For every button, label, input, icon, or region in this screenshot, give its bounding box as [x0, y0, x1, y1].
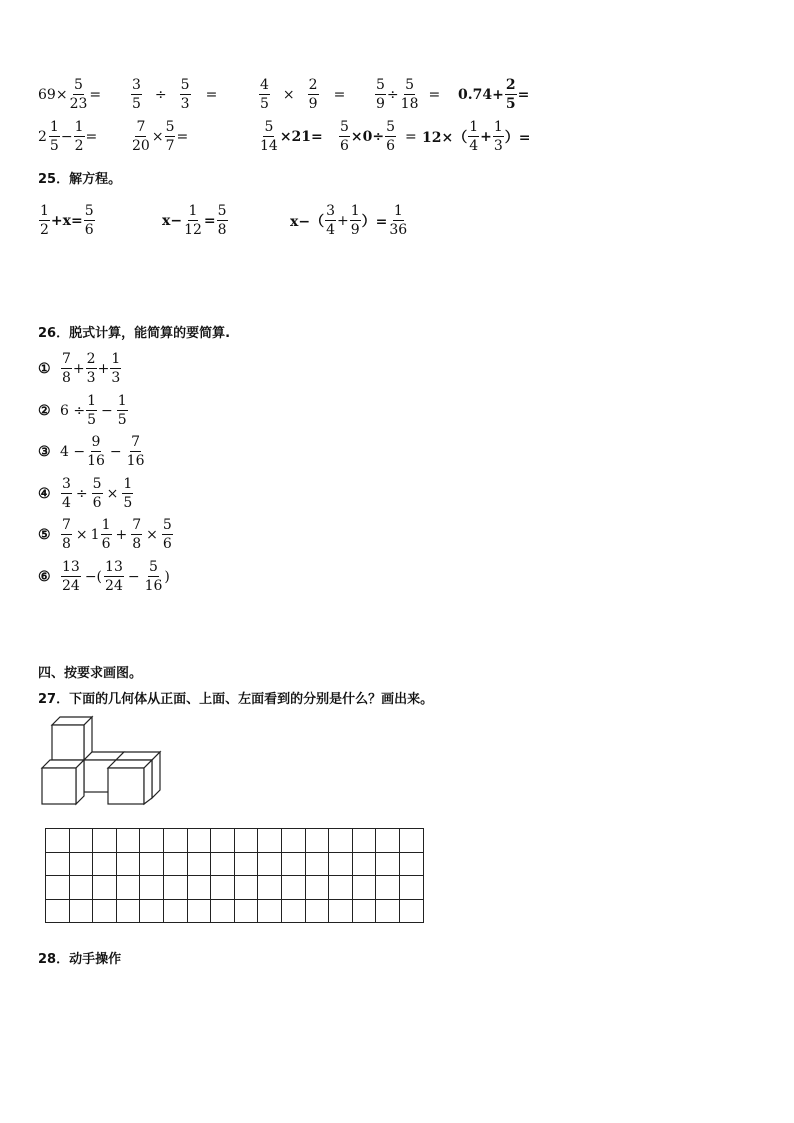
q25-title: 25．解方程。 [38, 172, 122, 187]
denominator: 3 [180, 96, 190, 112]
calc-2-2 [130, 120, 258, 153]
operator: ）= [361, 213, 388, 230]
fraction [126, 435, 146, 468]
operator: +x= [50, 212, 83, 229]
numerator: 5 [84, 203, 94, 219]
operator: = [203, 212, 216, 229]
equals: = [405, 128, 417, 145]
denominator: 5 [132, 96, 141, 112]
operator: + [337, 212, 349, 229]
equals: ）= [504, 129, 531, 146]
q26-item-6 [38, 560, 170, 593]
denominator: 5 [260, 96, 269, 112]
grid-cell[interactable] [187, 876, 211, 900]
grid-cell[interactable] [258, 899, 282, 923]
grid-cell[interactable] [163, 829, 187, 853]
grid-cell[interactable] [281, 852, 305, 876]
operator: − [109, 443, 122, 460]
fraction [339, 120, 350, 153]
denominator: 7 [165, 138, 175, 154]
numerator: 7 [136, 119, 146, 135]
q26-item-2 [38, 394, 129, 427]
grid-cell[interactable] [399, 852, 423, 876]
grid-cell[interactable] [187, 899, 211, 923]
denominator: 14 [260, 138, 278, 154]
denominator: 36 [389, 222, 408, 238]
numerator: 5 [340, 119, 349, 135]
fraction [388, 204, 408, 237]
decimal-term: 0.74+ [458, 86, 504, 103]
operator: × [146, 526, 158, 543]
grid-cell[interactable] [234, 899, 258, 923]
grid-row [46, 899, 424, 923]
fraction [49, 120, 60, 153]
grid-cell[interactable] [187, 829, 211, 853]
denominator: 12 [184, 222, 202, 238]
q26-item-3 [38, 435, 146, 468]
grid-cell[interactable] [352, 852, 376, 876]
grid-cell[interactable] [211, 899, 235, 923]
operator: − [101, 402, 113, 419]
calc-1-5 [458, 78, 529, 111]
grid-cell[interactable] [93, 876, 117, 900]
q26-title: 26．脱式计算，能简算的要简算. [38, 326, 231, 341]
cube-side-face [76, 760, 84, 804]
numerator: 2 [86, 351, 96, 367]
numerator: 1 [87, 393, 97, 409]
grid-cell[interactable] [399, 899, 423, 923]
fraction [165, 120, 176, 153]
equation-3 [290, 204, 409, 237]
fraction [162, 518, 173, 551]
grid-cell[interactable] [399, 876, 423, 900]
variable: x−（ [290, 213, 325, 230]
operator: × [75, 526, 88, 543]
operator: ÷ [154, 86, 167, 103]
grid-row [46, 829, 424, 853]
operator: − [60, 128, 73, 145]
q26-item-5 [38, 518, 174, 551]
grid-cell[interactable] [140, 899, 164, 923]
numerator: 7 [62, 351, 71, 367]
grid-cell[interactable] [329, 899, 353, 923]
numerator: 1 [123, 476, 133, 492]
grid-cell[interactable] [258, 876, 282, 900]
denominator: 8 [132, 536, 142, 552]
operator: × [151, 128, 164, 145]
numerator: 5 [180, 77, 190, 93]
calc-1-4 [374, 78, 458, 111]
fraction [61, 352, 72, 385]
grid-cell[interactable] [305, 899, 329, 923]
grid-cell[interactable] [140, 876, 164, 900]
denominator: 9 [308, 96, 318, 112]
fraction [86, 435, 106, 468]
denominator: 4 [469, 138, 479, 154]
calc-2-4 [338, 120, 422, 153]
denominator: 24 [62, 578, 80, 594]
equation-1 [38, 204, 162, 237]
q25-equations [38, 204, 409, 237]
numerator: 1 [188, 203, 198, 219]
item-number: ① [38, 360, 51, 377]
grid-cell[interactable] [69, 852, 93, 876]
numerator: 5 [376, 77, 385, 93]
operator: × [55, 86, 68, 103]
denominator: 8 [62, 536, 71, 552]
numerator: 1 [393, 203, 403, 219]
numerator: 5 [92, 476, 102, 492]
section-4-title: 四、按要求画图。 [38, 666, 143, 681]
lead-term: 6 ÷ [60, 402, 86, 419]
calc-2-1 [38, 120, 130, 153]
numerator: 5 [217, 203, 227, 219]
item-number: ⑤ [38, 526, 51, 543]
grid-cell[interactable] [211, 876, 235, 900]
grid-cell[interactable] [163, 876, 187, 900]
cube-front-face [52, 725, 84, 760]
numerator: 3 [62, 476, 71, 492]
grid-cell[interactable] [93, 852, 117, 876]
q26-item-1 [38, 352, 122, 385]
lead-term: 4 − [60, 443, 86, 460]
operator: × [282, 86, 295, 103]
grid-cell[interactable] [352, 829, 376, 853]
grid-cell[interactable] [46, 852, 70, 876]
item-number: ② [38, 402, 51, 419]
numerator: 5 [74, 77, 83, 93]
fraction [86, 394, 97, 427]
fraction [61, 560, 81, 593]
fraction [69, 78, 89, 111]
numerator: 1 [40, 203, 49, 219]
numerator: 5 [264, 119, 274, 135]
grid-cell[interactable] [234, 852, 258, 876]
whole-number: 2 [38, 128, 47, 145]
operator: −( [84, 568, 103, 585]
denominator: 23 [69, 96, 88, 112]
equals: = [517, 86, 530, 103]
equation-2 [162, 204, 290, 237]
numerator: 1 [74, 119, 84, 135]
fraction [259, 120, 279, 153]
grid-cell[interactable] [281, 829, 305, 853]
fraction [385, 120, 396, 153]
denominator: 4 [326, 222, 335, 238]
grid-cell[interactable] [140, 852, 164, 876]
denominator: 20 [132, 138, 150, 154]
grid-cell[interactable] [258, 829, 282, 853]
fraction [74, 120, 85, 153]
cube-front-face [108, 768, 144, 804]
grid-cell[interactable] [187, 852, 211, 876]
operator: ×0÷ [350, 128, 385, 145]
numerator: 4 [260, 77, 269, 93]
numerator: 1 [111, 351, 121, 367]
numerator: 5 [165, 119, 175, 135]
grid-cell[interactable] [258, 852, 282, 876]
close-paren: ) [164, 568, 170, 585]
numerator: 5 [386, 119, 396, 135]
operator: + [72, 360, 85, 377]
grid-row [46, 876, 424, 900]
fraction [505, 78, 517, 111]
drawing-grid[interactable] [45, 828, 424, 923]
fraction [84, 204, 95, 237]
operator: + [97, 360, 110, 377]
grid-cell[interactable] [234, 876, 258, 900]
fraction [86, 352, 97, 385]
fraction [400, 78, 420, 111]
denominator: 16 [144, 578, 163, 594]
fraction [131, 518, 142, 551]
numerator: 1 [117, 393, 127, 409]
denominator: 18 [400, 96, 419, 112]
grid-cell[interactable] [305, 852, 329, 876]
grid-cell[interactable] [376, 899, 400, 923]
denominator: 9 [376, 96, 385, 112]
fraction [39, 204, 50, 237]
denominator: 6 [162, 536, 172, 552]
denominator: 5 [123, 495, 133, 511]
fraction [183, 204, 203, 237]
grid-cell[interactable] [93, 899, 117, 923]
cube-front-face [42, 768, 76, 804]
grid-cell[interactable] [46, 876, 70, 900]
denominator: 9 [350, 222, 360, 238]
grid-cell[interactable] [116, 876, 140, 900]
numerator: 2 [308, 77, 318, 93]
variable: x− [162, 212, 183, 229]
grid-row [46, 852, 424, 876]
numerator: 1 [469, 119, 479, 135]
grid-cell[interactable] [46, 899, 70, 923]
grid-table[interactable] [45, 828, 424, 923]
calc-row-2 [38, 120, 531, 153]
grid-cell[interactable] [305, 829, 329, 853]
denominator: 2 [40, 222, 49, 238]
grid-cell[interactable] [116, 899, 140, 923]
multiplier-equals: ×21= [279, 128, 323, 145]
fraction [131, 120, 151, 153]
numerator: 1 [101, 517, 111, 533]
equals: = [428, 86, 441, 103]
equals: = [89, 86, 102, 103]
grid-cell[interactable] [352, 876, 376, 900]
numerator: 3 [326, 203, 335, 219]
numerator: 9 [91, 434, 101, 450]
numerator: 5 [405, 77, 415, 93]
calc-2-5 [422, 120, 531, 153]
fraction [101, 518, 112, 551]
grid-cell[interactable] [329, 852, 353, 876]
fraction [180, 78, 191, 111]
numerator: 13 [62, 559, 80, 575]
numerator: 3 [132, 77, 141, 93]
numerator: 13 [105, 559, 123, 575]
denominator: 6 [101, 536, 111, 552]
grid-cell[interactable] [211, 829, 235, 853]
calc-2-3 [258, 120, 338, 153]
denominator: 8 [62, 370, 71, 386]
operator: × [106, 485, 119, 502]
fraction [308, 78, 319, 111]
cube-side-face [152, 752, 160, 798]
numerator: 5 [149, 559, 158, 575]
grid-cell[interactable] [329, 876, 353, 900]
grid-cell[interactable] [116, 829, 140, 853]
fraction [92, 477, 103, 510]
grid-cell[interactable] [234, 829, 258, 853]
fraction [493, 120, 504, 153]
denominator: 6 [386, 138, 396, 154]
numerator: 5 [162, 517, 172, 533]
grid-cell[interactable] [281, 876, 305, 900]
fraction [122, 477, 133, 510]
equals: = [176, 128, 189, 145]
denominator: 5 [49, 138, 59, 154]
fraction [110, 352, 121, 385]
fraction [117, 394, 128, 427]
operator: ÷ [75, 485, 88, 502]
denominator: 2 [74, 138, 84, 154]
numerator: 2 [505, 77, 516, 93]
calc-1-1 [38, 78, 130, 111]
numerator: 7 [131, 434, 141, 450]
denominator: 6 [92, 495, 102, 511]
denominator: 3 [86, 370, 96, 386]
calc-row-1 [38, 78, 529, 111]
fraction [217, 204, 228, 237]
denominator: 4 [62, 495, 71, 511]
grid-cell[interactable] [281, 899, 305, 923]
equals: = [333, 86, 346, 103]
operator: − [127, 568, 140, 585]
equals: = [205, 86, 218, 103]
cube-figure [36, 712, 166, 808]
fraction [375, 78, 386, 111]
fraction [61, 477, 72, 510]
fraction [144, 560, 164, 593]
denominator: 5 [117, 412, 127, 428]
grid-cell[interactable] [163, 852, 187, 876]
fraction [350, 204, 361, 237]
grid-cell[interactable] [93, 829, 117, 853]
equals: = [85, 128, 98, 145]
denominator: 24 [105, 578, 123, 594]
grid-cell[interactable] [163, 899, 187, 923]
calc-1-2 [130, 78, 258, 111]
operator: ÷ [386, 86, 399, 103]
multiplier: 12×（ [422, 129, 468, 146]
denominator: 5 [505, 96, 516, 112]
grid-cell[interactable] [211, 852, 235, 876]
grid-cell[interactable] [305, 876, 329, 900]
fraction [468, 120, 479, 153]
item-number: ⑥ [38, 568, 51, 585]
numerator: 7 [62, 517, 71, 533]
grid-cell[interactable] [116, 852, 140, 876]
q26-item-4 [38, 477, 134, 510]
grid-cell[interactable] [376, 829, 400, 853]
denominator: 6 [340, 138, 349, 154]
denominator: 5 [87, 412, 97, 428]
operator: + [480, 128, 492, 145]
denominator: 16 [87, 453, 105, 469]
fraction [61, 518, 72, 551]
grid-cell[interactable] [352, 899, 376, 923]
denominator: 3 [111, 370, 121, 386]
grid-cell[interactable] [46, 829, 70, 853]
denominator: 3 [493, 138, 503, 154]
denominator: 16 [126, 453, 145, 469]
grid-cell[interactable] [399, 829, 423, 853]
fraction [259, 78, 270, 111]
fraction [104, 560, 124, 593]
denominator: 6 [84, 222, 94, 238]
operator: + [115, 526, 128, 543]
numerator: 1 [49, 119, 59, 135]
denominator: 8 [217, 222, 227, 238]
cube-side-face [144, 760, 152, 804]
grid-cell[interactable] [140, 829, 164, 853]
whole-number: 1 [90, 526, 100, 543]
calc-1-3 [258, 78, 374, 111]
grid-cell[interactable] [376, 852, 400, 876]
grid-cell[interactable] [329, 829, 353, 853]
q27-title: 27．下面的几何体从正面、上面、左面看到的分别是什么？画出来。 [38, 692, 434, 707]
fraction [131, 78, 142, 111]
numerator: 1 [350, 203, 360, 219]
numerator: 1 [493, 119, 503, 135]
whole-number: 69 [38, 86, 56, 103]
grid-cell[interactable] [69, 876, 93, 900]
numerator: 7 [132, 517, 142, 533]
grid-cell[interactable] [69, 829, 93, 853]
grid-cell[interactable] [69, 899, 93, 923]
item-number: ④ [38, 485, 51, 502]
item-number: ③ [38, 443, 51, 460]
q28-title: 28．动手操作 [38, 952, 122, 967]
fraction [325, 204, 336, 237]
grid-cell[interactable] [376, 876, 400, 900]
